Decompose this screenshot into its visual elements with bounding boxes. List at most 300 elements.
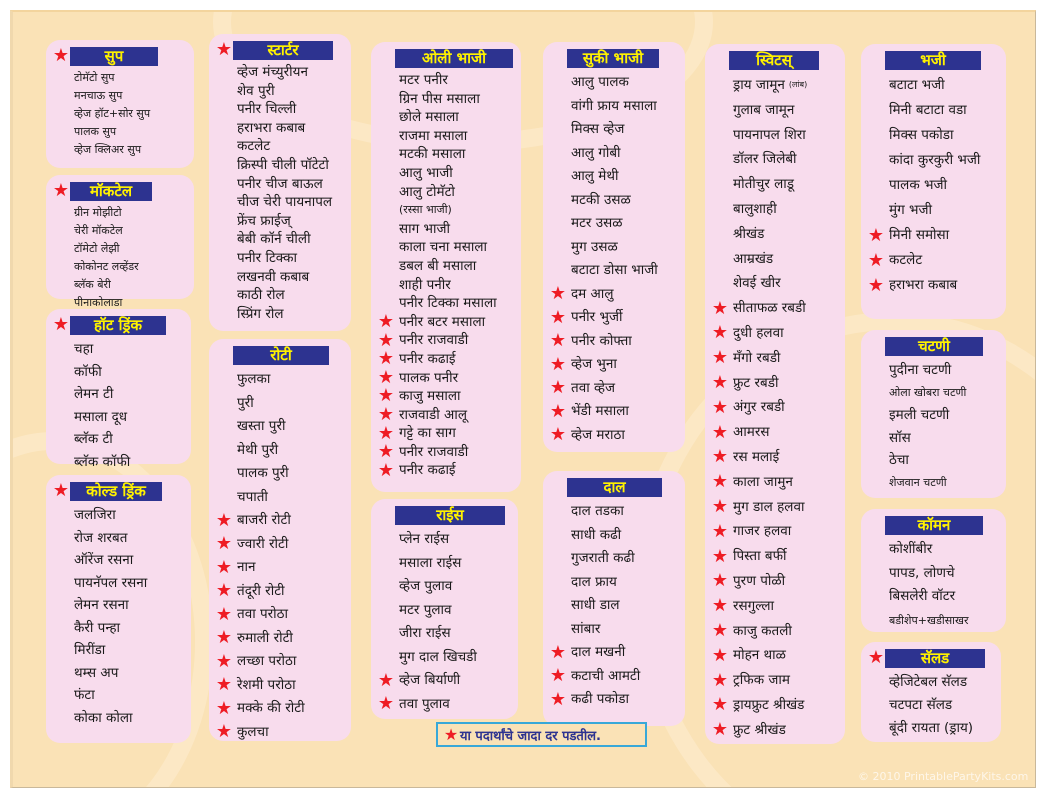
star-icon: ★ xyxy=(711,669,729,691)
menu-item xyxy=(215,627,345,651)
menu-item-label: वांगी फ्राय मसाला xyxy=(571,97,657,114)
star-icon: ★ xyxy=(377,385,395,407)
menu-item-label: ओला खोबरा चटणी xyxy=(889,385,967,399)
menu-item xyxy=(867,248,1000,273)
menu-section-salad xyxy=(861,642,1001,742)
menu-item-label: मटर पनीर xyxy=(399,72,448,88)
menu-item-label: पनीर कढाई xyxy=(399,462,456,479)
menu-item-label: पालक भजी xyxy=(889,177,947,193)
star-icon: ★ xyxy=(215,697,233,719)
menu-item xyxy=(867,359,1000,382)
menu-item xyxy=(867,382,1000,405)
menu-item xyxy=(215,82,345,101)
star-icon: ★ xyxy=(711,347,729,369)
menu-item xyxy=(52,639,185,662)
menu-item-label: रसगुल्ला xyxy=(733,597,774,614)
menu-item-label: ब्लॅक बेरी xyxy=(74,278,111,291)
menu-item xyxy=(549,547,679,571)
menu-item xyxy=(52,594,185,617)
menu-item-label: मँगो रबडी xyxy=(733,349,781,366)
menu-item-label: गाजर हलवा xyxy=(733,523,792,540)
menu-item xyxy=(52,707,185,730)
star-icon: ★ xyxy=(711,322,729,344)
menu-page xyxy=(10,10,1036,788)
menu-item xyxy=(377,599,512,623)
menu-item-label: मटकी मसाला xyxy=(399,146,466,163)
menu-item xyxy=(215,533,345,557)
star-icon: ★ xyxy=(215,509,233,531)
menu-item xyxy=(711,73,839,98)
menu-item-label: हराभरा कबाब xyxy=(237,119,306,136)
menu-item-label: तवा व्हेज xyxy=(571,379,616,396)
menu-item xyxy=(215,193,345,212)
menu-item xyxy=(549,236,679,260)
menu-item-label: दाल मखनी xyxy=(571,644,626,660)
menu-item xyxy=(867,273,1000,298)
menu-item-label: चटपटा सॅलड xyxy=(889,697,953,713)
menu-item xyxy=(711,668,839,693)
menu-item-label: चपाती xyxy=(237,488,268,505)
menu-item xyxy=(215,462,345,486)
star-icon: ★ xyxy=(215,533,233,555)
menu-item xyxy=(215,119,345,138)
menu-item-label: पनीर कोफ्ता xyxy=(571,332,632,349)
menu-item-label: सॉस xyxy=(889,429,911,446)
menu-item xyxy=(377,552,512,576)
star-icon: ★ xyxy=(711,495,729,517)
menu-item xyxy=(377,276,515,295)
menu-item xyxy=(711,693,839,718)
menu-item-label: फ्रुट रबडी xyxy=(733,374,779,391)
menu-item-label: ड्रायफ्रुट श्रीखंड xyxy=(733,696,805,713)
menu-item xyxy=(52,617,185,640)
menu-item-label: सांबार xyxy=(571,620,601,637)
surcharge-note-text: या पदार्थांचे जादा दर पडतील. xyxy=(460,728,601,744)
menu-item-label: पालक पुरी xyxy=(237,465,289,481)
menu-item-label: चहा xyxy=(74,341,94,357)
menu-item xyxy=(549,665,679,689)
menu-item-label: बिसलेरी वॉटर xyxy=(889,588,956,604)
star-icon: ★ xyxy=(867,224,885,246)
star-icon: ★ xyxy=(215,39,233,60)
menu-item-label: पुरण पोळी xyxy=(733,572,786,589)
star-icon: ★ xyxy=(377,311,395,333)
menu-item-label: रस मलाई xyxy=(733,448,780,465)
menu-item-label: आलु मेथी xyxy=(571,168,619,184)
menu-item-label: कुलचा xyxy=(237,723,269,740)
star-icon: ★ xyxy=(711,396,729,418)
star-icon: ★ xyxy=(711,446,729,468)
menu-item xyxy=(377,387,515,406)
menu-item xyxy=(377,127,515,146)
menu-item xyxy=(377,183,515,202)
star-icon: ★ xyxy=(549,330,567,352)
menu-item xyxy=(549,330,679,354)
menu-item xyxy=(215,286,345,305)
star-icon: ★ xyxy=(52,314,70,335)
star-icon: ★ xyxy=(377,366,395,388)
menu-item-label: पनीर टिक्का मसाला xyxy=(399,295,497,312)
menu-item xyxy=(711,643,839,668)
menu-item-label: व्हेज पुलाव xyxy=(399,578,453,594)
menu-item-label: बाजरी रोटी xyxy=(237,512,291,528)
menu-item xyxy=(52,240,188,258)
menu-item-label: आलु भाजी xyxy=(399,164,453,181)
menu-item xyxy=(52,504,185,527)
menu-item xyxy=(52,428,185,451)
menu-item-label: पनीर चीज बाऊल xyxy=(237,175,323,192)
menu-item xyxy=(215,156,345,175)
menu-item xyxy=(377,90,515,109)
menu-item-label: सीताफळ रबडी xyxy=(733,300,806,317)
menu-item xyxy=(377,294,515,313)
menu-item-label: पनीर भुर्जी xyxy=(571,309,623,325)
menu-item-label: दम आलु xyxy=(571,285,614,302)
section-title: दाल xyxy=(567,478,662,497)
menu-item xyxy=(377,693,512,717)
section-title: मॉकटेल xyxy=(70,182,152,201)
menu-section-common xyxy=(861,509,1006,632)
menu-item-label: मोहन थाळ xyxy=(733,647,786,664)
menu-item-label: तवा परोठा xyxy=(237,606,289,622)
star-icon: ★ xyxy=(377,459,395,481)
menu-item-label: बेबी कॉर्न चीली xyxy=(237,231,311,248)
menu-item-label: छोले मसाला xyxy=(399,109,459,126)
menu-item-label: मसाला राईस xyxy=(399,554,462,571)
menu-item-label: मिक्स पकोडा xyxy=(889,127,954,143)
menu-item xyxy=(377,366,515,388)
menu-item xyxy=(215,137,345,156)
menu-item-label: काजु मसाला xyxy=(399,388,461,405)
menu-item-label: इमली चटणी xyxy=(889,407,950,423)
menu-item-label: मिरींडा xyxy=(74,642,106,658)
menu-item xyxy=(711,495,839,520)
menu-item-label: चेरी मॉकटेल xyxy=(74,224,123,237)
menu-item-label: राजमा मसाला xyxy=(399,127,468,144)
menu-item-label: लच्छा परोठा xyxy=(237,653,297,669)
menu-item xyxy=(377,238,515,257)
menu-item-label: मटर उसळ xyxy=(571,215,623,231)
menu-item-label: बालुशाही xyxy=(733,200,777,217)
menu-item-label: गुजराती कढी xyxy=(571,550,635,566)
star-icon: ★ xyxy=(549,306,567,328)
star-icon: ★ xyxy=(867,249,885,271)
menu-item-label: ग्रीन मोझीटो xyxy=(74,206,122,219)
menu-item xyxy=(711,445,839,470)
star-icon: ★ xyxy=(215,580,233,602)
menu-item-label: पालक सुप xyxy=(74,125,117,138)
menu-item xyxy=(52,451,185,474)
menu-item xyxy=(215,305,345,324)
star-icon: ★ xyxy=(711,595,729,617)
menu-item xyxy=(711,371,839,396)
menu-item xyxy=(711,247,839,272)
menu-item-label: ड्राय जामून xyxy=(733,77,785,93)
menu-item-label: रुमाली रोटी xyxy=(237,629,293,646)
menu-item xyxy=(867,472,1000,495)
menu-item xyxy=(711,594,839,619)
menu-item xyxy=(867,98,1000,123)
menu-item xyxy=(377,220,515,239)
menu-item-label: कोका कोला xyxy=(74,709,133,726)
menu-item xyxy=(377,350,515,369)
star-icon: ★ xyxy=(867,274,885,296)
menu-item-label: काला जामुन xyxy=(733,473,793,490)
menu-item xyxy=(215,63,345,82)
menu-item-label: ज्वारी रोटी xyxy=(237,535,289,552)
menu-item-label: लेमन टी xyxy=(74,386,114,402)
star-icon: ★ xyxy=(377,669,395,691)
menu-item xyxy=(377,71,515,90)
menu-item xyxy=(549,641,679,665)
menu-item-label: फ्रुट श्रीखंड xyxy=(733,721,786,738)
menu-item xyxy=(867,173,1000,198)
menu-item xyxy=(52,406,185,429)
menu-section-suki-bhaji xyxy=(543,42,685,452)
menu-item xyxy=(549,594,679,618)
menu-item xyxy=(52,258,188,276)
menu-item-label: आलु पालक xyxy=(571,74,629,90)
section-title: चटणी xyxy=(885,337,983,356)
star-icon: ★ xyxy=(711,520,729,542)
menu-item-label: पुदीना चटणी xyxy=(889,362,952,378)
section-title: सॅलड xyxy=(885,649,985,668)
menu-section-cold-drink xyxy=(46,475,191,743)
menu-section-hot-drink xyxy=(46,309,191,470)
menu-item-label: ब्लॅक कॉफी xyxy=(74,453,131,470)
menu-section-starter xyxy=(209,34,351,331)
menu-item-label: मुग डाल हलवा xyxy=(733,498,805,515)
star-icon: ★ xyxy=(711,719,729,741)
menu-item-label: हराभरा कबाब xyxy=(889,277,958,293)
menu-item-label: कटाची आमटी xyxy=(571,667,641,684)
menu-item-label: दाल फ्राय xyxy=(571,573,617,590)
menu-item xyxy=(711,544,839,569)
menu-item xyxy=(867,73,1000,98)
menu-item-label: पायनॅपल रसना xyxy=(74,574,148,591)
menu-item xyxy=(867,671,995,694)
menu-item xyxy=(52,549,185,572)
menu-item-label: मसाला दूध xyxy=(74,408,128,425)
menu-item xyxy=(549,189,679,213)
menu-item xyxy=(215,230,345,249)
star-icon: ★ xyxy=(377,329,395,351)
menu-item xyxy=(867,585,1000,609)
menu-item-label: कटलेट xyxy=(237,138,271,155)
section-title: राईस xyxy=(395,506,505,525)
menu-item-label: व्हेज बिर्याणी xyxy=(399,672,461,688)
menu-item xyxy=(52,222,188,240)
menu-item-label: पापड, लोणचे xyxy=(889,564,955,581)
menu-item xyxy=(867,562,1000,586)
menu-item-label: मटकी उसळ xyxy=(571,191,631,208)
copyright-text: © 2010 PrintablePartyKits.com xyxy=(858,770,1029,783)
menu-item-label: पुरी xyxy=(237,394,254,411)
menu-item xyxy=(711,172,839,197)
section-title: कोल्ड ड्रिंक xyxy=(70,482,162,501)
surcharge-note xyxy=(436,722,647,747)
menu-item-label: दाल तडका xyxy=(571,503,624,519)
menu-item xyxy=(377,669,512,693)
menu-item xyxy=(52,141,188,159)
menu-item-label: बडीशेप+खडीसाखर xyxy=(889,613,969,627)
star-icon: ★ xyxy=(52,45,70,66)
menu-item-label: गट्टे का साग xyxy=(399,425,456,442)
menu-item xyxy=(711,271,839,296)
star-icon: ★ xyxy=(867,647,885,668)
menu-item xyxy=(377,257,515,276)
star-icon: ★ xyxy=(377,403,395,425)
menu-item-label: ग्रिन पीस मसाला xyxy=(399,90,480,107)
menu-item xyxy=(377,403,515,425)
star-icon: ★ xyxy=(711,471,729,493)
menu-item xyxy=(215,603,345,627)
menu-item-label: थम्स अप xyxy=(74,664,119,681)
menu-item-label: फंटा xyxy=(74,687,95,703)
menu-item-label: व्हेज मराठा xyxy=(571,426,625,443)
menu-item xyxy=(52,572,185,595)
menu-item-label: मुग दाल खिचडी xyxy=(399,648,477,665)
menu-item-label: काजु कतली xyxy=(733,622,792,639)
menu-item xyxy=(52,276,188,294)
star-icon: ★ xyxy=(549,665,567,687)
menu-item xyxy=(867,449,1000,472)
menu-item-label: कढी पकोडा xyxy=(571,691,630,707)
menu-item xyxy=(867,609,1000,633)
menu-item xyxy=(549,142,679,166)
star-icon: ★ xyxy=(443,724,459,744)
menu-item-label: गुलाब जामून xyxy=(733,101,795,118)
menu-item xyxy=(377,646,512,670)
menu-item xyxy=(377,443,515,462)
star-icon: ★ xyxy=(52,480,70,501)
menu-item-label: साग भाजी xyxy=(399,220,451,237)
menu-item-label: बटाटा भजी xyxy=(889,77,945,93)
menu-item-label: ब्लॅक टी xyxy=(74,431,113,447)
menu-item xyxy=(867,717,995,740)
menu-item xyxy=(377,622,512,646)
menu-item-label: काठी रोल xyxy=(237,287,285,304)
star-icon: ★ xyxy=(711,297,729,319)
menu-item-label: पनीर चिल्ली xyxy=(237,101,297,118)
section-title: स्विटस् xyxy=(729,51,819,70)
section-title: हॉट ड्रिंक xyxy=(70,316,166,335)
menu-item-label: आलु टोमॅटो xyxy=(399,183,455,200)
section-title: सुकी भाजी xyxy=(567,49,659,68)
menu-item-label: पिस्ता बर्फी xyxy=(733,548,787,565)
star-icon: ★ xyxy=(52,180,70,201)
menu-item-label: शाही पनीर xyxy=(399,276,451,293)
star-icon: ★ xyxy=(549,377,567,399)
menu-section-chutney xyxy=(861,330,1006,498)
menu-item xyxy=(711,470,839,495)
menu-item-label: कोकोनट लव्हेंडर xyxy=(74,260,139,273)
menu-item xyxy=(711,346,839,371)
menu-item xyxy=(711,420,839,445)
star-icon: ★ xyxy=(549,424,567,446)
menu-item-label: क्रिस्पी चीली पॉटेटो xyxy=(237,156,329,173)
star-icon: ★ xyxy=(549,688,567,710)
menu-item xyxy=(215,674,345,698)
menu-item xyxy=(867,123,1000,148)
menu-item xyxy=(867,694,995,717)
menu-item-label: कॉफी xyxy=(74,363,102,380)
menu-item xyxy=(215,415,345,439)
menu-item xyxy=(549,353,679,377)
star-icon: ★ xyxy=(711,619,729,641)
menu-item xyxy=(711,519,839,544)
menu-item-label: तंदूरी रोटी xyxy=(237,582,285,599)
menu-item-label: मटर पुलाव xyxy=(399,601,452,618)
menu-item-label: शेव पुरी xyxy=(237,82,275,99)
menu-item xyxy=(52,527,185,550)
menu-section-roti xyxy=(209,339,351,741)
menu-item xyxy=(52,383,185,406)
menu-item-label: फ्रेंच फ्राईज् xyxy=(237,212,291,229)
menu-item-label: पनीर राजवाडी xyxy=(399,443,469,460)
menu-item-label: शेजवान चटणी xyxy=(889,475,947,489)
menu-item xyxy=(549,524,679,548)
menu-item xyxy=(549,165,679,189)
star-icon: ★ xyxy=(377,441,395,463)
menu-item xyxy=(867,427,1000,450)
menu-item xyxy=(215,580,345,604)
menu-item xyxy=(215,268,345,287)
menu-item xyxy=(549,71,679,95)
menu-item xyxy=(711,569,839,594)
menu-item xyxy=(52,662,185,685)
star-icon: ★ xyxy=(549,283,567,305)
section-title: कॉमन xyxy=(885,516,983,535)
menu-item-label: ऑरेंज रसना xyxy=(74,552,134,568)
menu-item-label: मुंग भजी xyxy=(889,202,932,218)
menu-item-label: खस्ता पुरी xyxy=(237,418,286,434)
menu-item xyxy=(867,198,1000,223)
menu-item xyxy=(867,148,1000,173)
menu-item-label: पनीर राजवाडी xyxy=(399,332,469,349)
menu-item xyxy=(549,377,679,401)
menu-item-label: मनचाऊ सुप xyxy=(74,89,123,102)
menu-item xyxy=(215,721,345,745)
menu-item xyxy=(52,105,188,123)
menu-section-sweets xyxy=(705,44,845,744)
menu-item xyxy=(711,147,839,172)
menu-item xyxy=(711,619,839,644)
menu-item xyxy=(549,500,679,524)
section-title: रोटी xyxy=(233,346,329,365)
menu-item-label: व्हेजिटेबल सॅलड xyxy=(889,674,968,690)
menu-section-dal xyxy=(543,471,685,726)
menu-item xyxy=(711,197,839,222)
menu-item xyxy=(215,439,345,463)
menu-section-oli-bhaji xyxy=(371,42,521,492)
menu-item-label: नान xyxy=(237,559,256,575)
menu-item xyxy=(215,556,345,580)
menu-item-label: पनीर कढाई xyxy=(399,350,456,367)
menu-item xyxy=(711,222,839,247)
menu-item-label: दुधी हलवा xyxy=(733,324,784,341)
menu-item-label: काला चना मसाला xyxy=(399,239,488,256)
menu-item xyxy=(215,486,345,510)
star-icon: ★ xyxy=(215,650,233,672)
menu-item xyxy=(549,118,679,142)
section-title: सुप xyxy=(70,47,158,66)
section-title: भजी xyxy=(885,51,981,70)
menu-item xyxy=(377,575,512,599)
menu-item-label: मुग उसळ xyxy=(571,238,618,255)
menu-item xyxy=(215,697,345,721)
menu-item xyxy=(377,164,515,183)
